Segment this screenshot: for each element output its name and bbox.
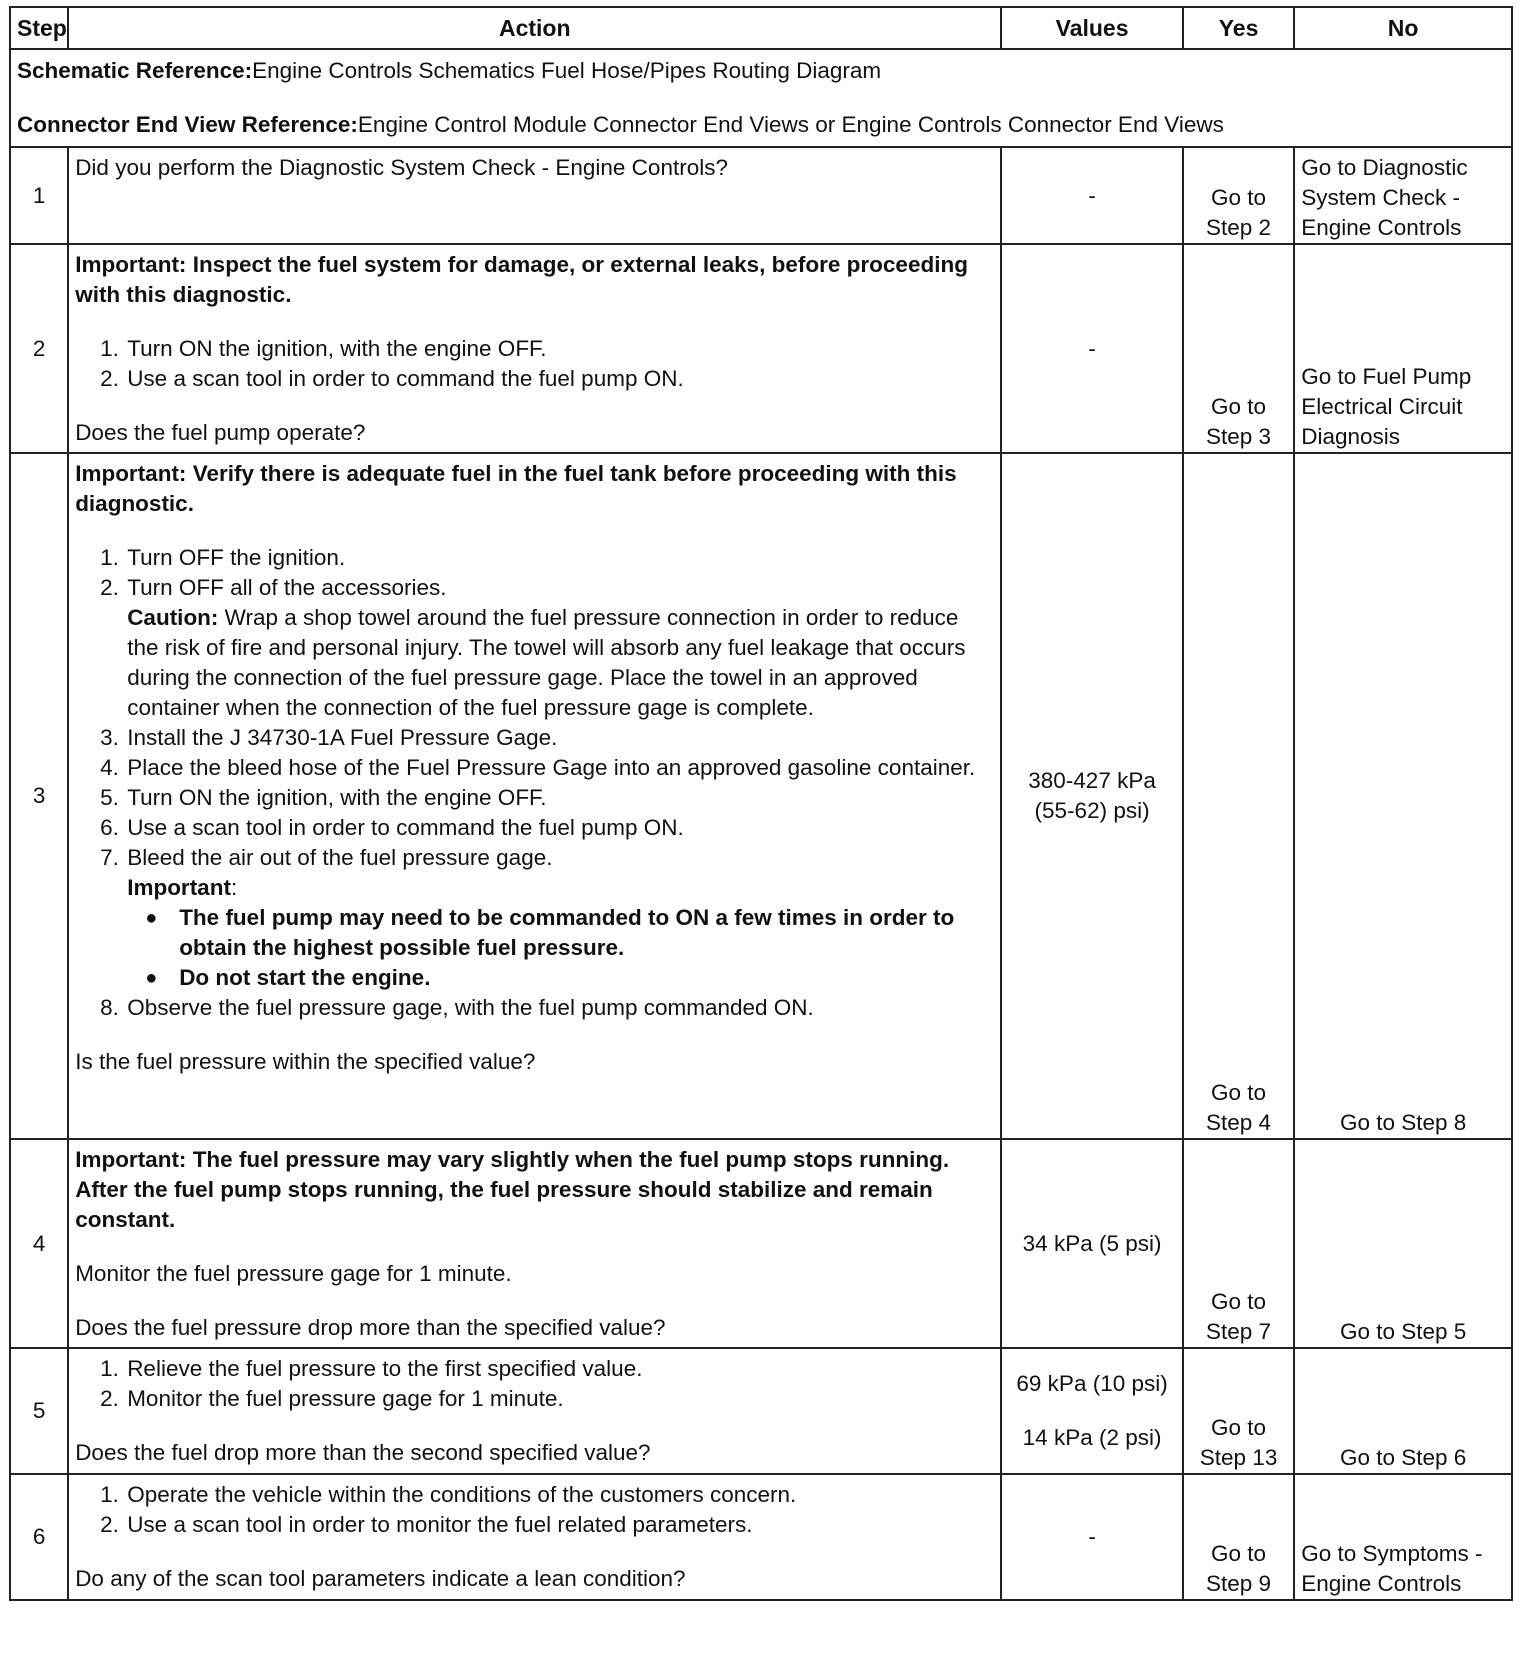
list-item: 1. Turn ON the ignition, with the engine OFF. [125, 334, 994, 364]
list-item: 1. Operate the vehicle within the conditions of the customers concern. [125, 1480, 994, 1510]
header-values: Values [1001, 7, 1183, 49]
list-item: 1. Turn OFF the ignition. [125, 543, 994, 573]
step-number: 3 [10, 453, 68, 1139]
list-item: 2. Monitor the fuel pressure gage for 1 minute. [125, 1384, 994, 1414]
table-row [10, 1474, 1512, 1600]
reference-row [10, 49, 1512, 147]
list-item-text: Bleed the air out of the fuel pressure gage. [127, 845, 553, 870]
schematic-reference-text: Engine Controls Schematics Fuel Hose/Pipes Routing Diagram [252, 58, 882, 83]
yes-cell: Go to Step 9 [1183, 1474, 1294, 1600]
list-item: 4. Place the bleed hose of the Fuel Pressure Gage into an approved gasoline container. [125, 753, 994, 783]
action-steps [75, 1354, 994, 1414]
caution-note [127, 603, 994, 723]
connector-reference-label: Connector End View Reference: [17, 112, 358, 137]
action-instruction: Monitor the fuel pressure gage for 1 minute. [75, 1261, 512, 1286]
header-no: No [1294, 7, 1512, 49]
step-number: 5 [10, 1348, 68, 1474]
value-cell: 34 kPa (5 psi) [1001, 1139, 1183, 1348]
important-note [75, 459, 994, 519]
step-number: 4 [10, 1139, 68, 1348]
caution-label: Caution: [127, 605, 219, 630]
list-item: 8. Observe the fuel pressure gage, with the fuel pump commanded ON. [125, 993, 994, 1023]
action-question: Does the fuel pressure drop more than the specified value? [75, 1315, 666, 1340]
sub-important-note [127, 873, 994, 903]
step-number: 6 [10, 1474, 68, 1600]
list-item: 6. Use a scan tool in order to command the fuel pump ON. [125, 813, 994, 843]
list-item: 1. Relieve the fuel pressure to the first specified value. [125, 1354, 994, 1384]
value-line: (55-62) psi) [1034, 798, 1150, 823]
no-cell: Go to Symptoms - Engine Controls [1294, 1474, 1512, 1600]
action-question: Did you perform the Diagnostic System Check - Engine Controls? [75, 155, 728, 180]
schematic-reference [17, 56, 1505, 86]
important-note [75, 1145, 994, 1235]
step-number: 2 [10, 244, 68, 453]
yes-cell: Go to Step 2 [1183, 147, 1294, 244]
sub-important-label: Important [127, 875, 231, 900]
action-cell [68, 147, 1001, 244]
no-cell: Go to Step 5 [1294, 1139, 1512, 1348]
header-action: Action [68, 7, 1001, 49]
list-item: 2. Use a scan tool in order to monitor the fuel related parameters. [125, 1510, 994, 1540]
yes-cell: Go to Step 4 [1183, 453, 1294, 1139]
list-item: 2. Use a scan tool in order to command the fuel pump ON. [125, 364, 994, 394]
important-text: Inspect the fuel system for damage, or external leaks, before proceeding with this diagnostic. [75, 252, 968, 307]
value-line: 14 kPa (2 psi) [1022, 1425, 1162, 1450]
no-cell: Go to Step 8 [1294, 453, 1512, 1139]
table-row [10, 244, 1512, 453]
action-question: Do any of the scan tool parameters indicate a lean condition? [75, 1566, 686, 1591]
step-number: 1 [10, 147, 68, 244]
action-question: Is the fuel pressure within the specified value? [75, 1049, 536, 1074]
header-yes: Yes [1183, 7, 1294, 49]
header-step: Step [10, 7, 68, 49]
value-cell [1001, 1348, 1183, 1474]
important-label: Important: [75, 461, 187, 486]
caution-text: Wrap a shop towel around the fuel pressure connection in order to reduce the risk of fire and personal injury. The towel will absorb any fuel leakage that occurs during the connection of the fuel pressure gage. Place the towel in an approved container when the connection of the fuel pressure gage is complete. [127, 605, 966, 720]
table-row [10, 147, 1512, 244]
important-label: Important: [75, 1147, 187, 1172]
connector-reference-text: Engine Control Module Connector End Views or Engine Controls Connector End Views [357, 112, 1224, 137]
yes-cell: Go to Step 13 [1183, 1348, 1294, 1474]
value-cell [1001, 453, 1183, 1139]
list-item-text: Turn OFF all of the accessories. [127, 575, 447, 600]
connector-reference [17, 110, 1505, 140]
action-steps [75, 543, 994, 1023]
important-label: Important: [75, 252, 187, 277]
bullet-item: ● Do not start the engine. [177, 963, 994, 993]
action-cell [68, 453, 1001, 1139]
value-cell: - [1001, 147, 1183, 244]
important-text: The fuel pressure may vary slightly when the fuel pump stops running. After the fuel pump stops running, the fuel pressure should stabilize and remain constant. [75, 1147, 950, 1232]
action-cell [68, 1474, 1001, 1600]
yes-cell: Go to Step 3 [1183, 244, 1294, 453]
table-row [10, 1348, 1512, 1474]
no-cell: Go to Fuel Pump Electrical Circuit Diagnosis [1294, 244, 1512, 453]
no-cell: Go to Diagnostic System Check - Engine Controls [1294, 147, 1512, 244]
bullet-item: ● The fuel pump may need to be commanded to ON a few times in order to obtain the highest possible fuel pressure. [177, 903, 994, 963]
value-line: 380-427 kPa [1028, 768, 1156, 793]
bullet-list [127, 903, 994, 993]
value-cell: - [1001, 1474, 1183, 1600]
action-steps [75, 1480, 994, 1540]
action-question: Does the fuel pump operate? [75, 420, 366, 445]
list-item: 5. Turn ON the ignition, with the engine OFF. [125, 783, 994, 813]
table-row [10, 453, 1512, 1139]
action-cell [68, 244, 1001, 453]
important-text: Verify there is adequate fuel in the fuel tank before proceeding with this diagnostic. [75, 461, 957, 516]
important-note [75, 250, 994, 310]
no-cell: Go to Step 6 [1294, 1348, 1512, 1474]
diagnostic-table [9, 6, 1513, 1601]
reference-cell [10, 49, 1512, 147]
value-cell: - [1001, 244, 1183, 453]
action-steps [75, 334, 994, 394]
list-item: 3. Install the J 34730-1A Fuel Pressure Gage. [125, 723, 994, 753]
sub-important-colon: : [230, 875, 238, 900]
schematic-reference-label: Schematic Reference: [17, 58, 253, 83]
table-row [10, 1139, 1512, 1348]
list-item [125, 843, 994, 993]
yes-cell: Go to Step 7 [1183, 1139, 1294, 1348]
action-cell [68, 1139, 1001, 1348]
value-line: 69 kPa (10 psi) [1016, 1371, 1168, 1396]
action-question: Does the fuel drop more than the second specified value? [75, 1440, 651, 1465]
list-item [125, 573, 994, 723]
header-row [10, 7, 1512, 49]
action-cell [68, 1348, 1001, 1474]
